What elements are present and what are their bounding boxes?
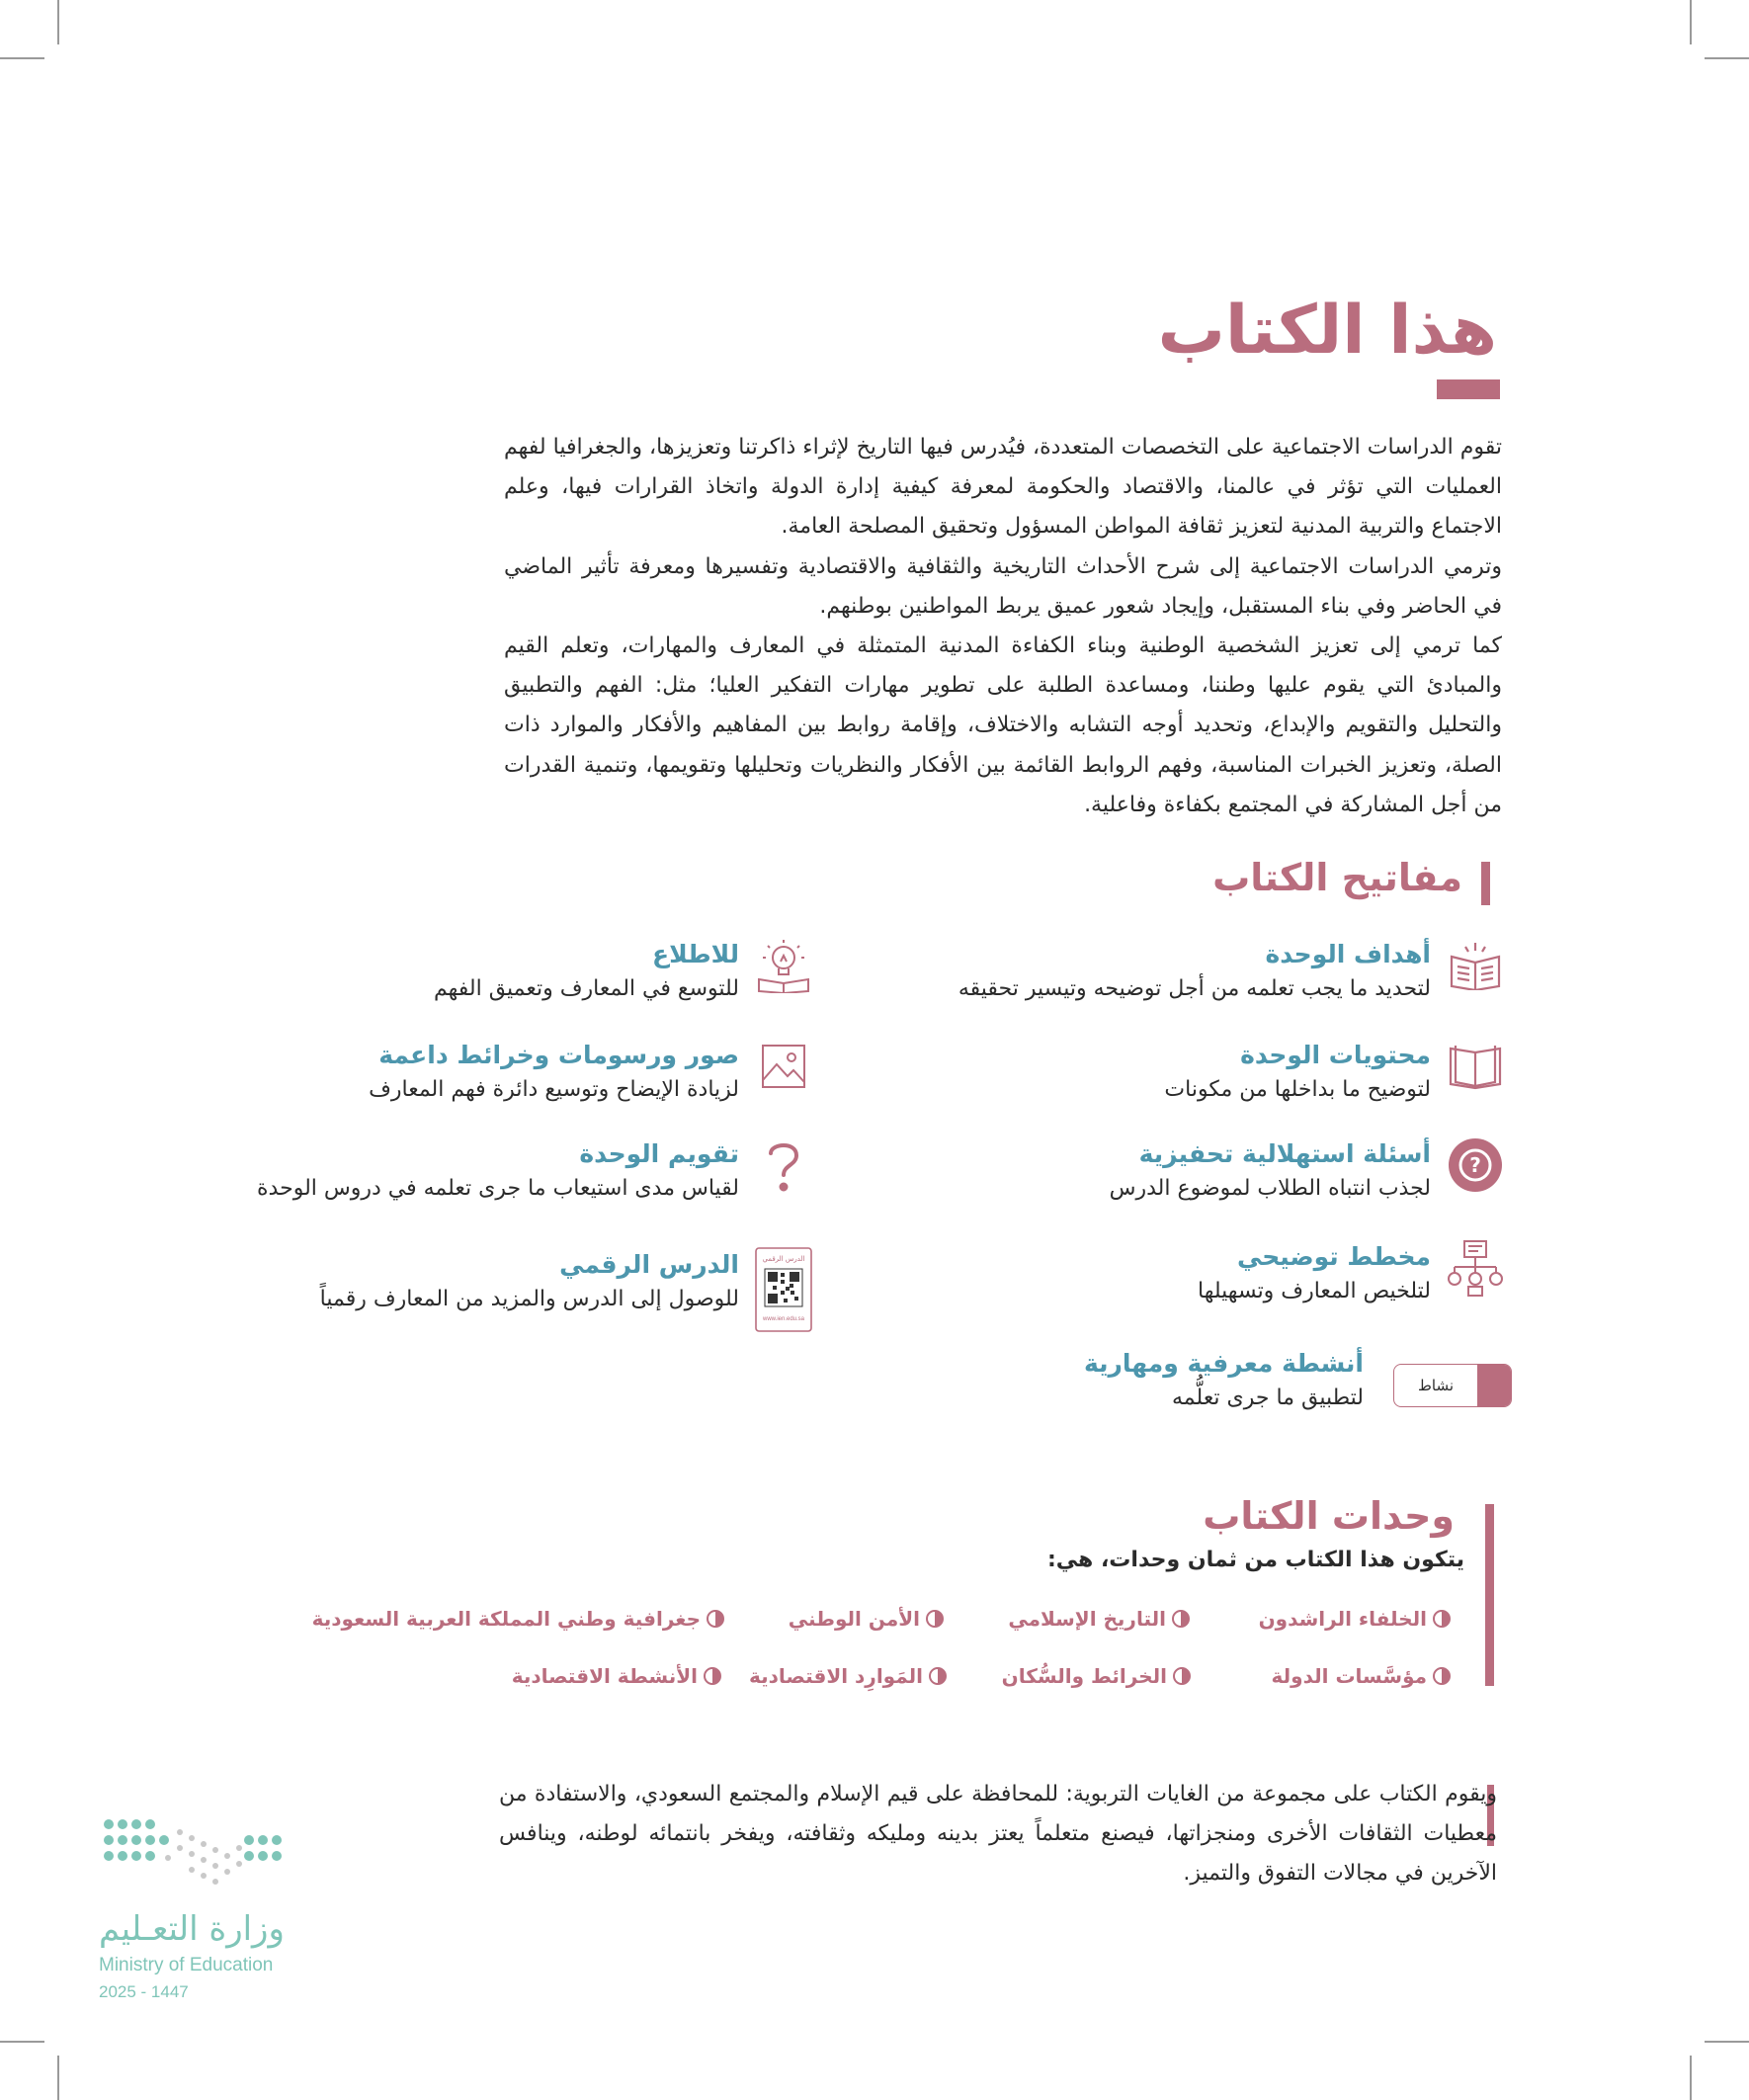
key-digital-lesson bbox=[320, 1247, 812, 1332]
bullet-icon bbox=[929, 1667, 947, 1685]
key-title: الدرس الرقمي bbox=[559, 1250, 739, 1279]
key-unit-assessment bbox=[257, 1136, 812, 1206]
unit-label: جغرافية وطني المملكة العربية السعودية bbox=[311, 1607, 701, 1631]
crop-mark bbox=[1690, 0, 1692, 44]
unit-item bbox=[1259, 1607, 1451, 1631]
units-heading-label: وحدات الكتاب bbox=[1203, 1494, 1455, 1538]
bullet-icon bbox=[704, 1667, 721, 1685]
bullet-icon bbox=[1433, 1667, 1451, 1685]
crop-mark bbox=[1690, 2056, 1692, 2100]
key-description: للوصول إلى الدرس والمزيد من المعارف رقمياً bbox=[319, 1287, 739, 1311]
unit-label: الخلفاء الراشدون bbox=[1258, 1607, 1427, 1631]
key-read-more bbox=[434, 937, 812, 1006]
ministry-logo-icon bbox=[101, 1814, 318, 1903]
closing-paragraph: ويقوم الكتاب على مجموعة من الغايات التربوية: للمحافظة على قيم الإسلام والمجتمع السعودي، والاستفادة من معطيات الثقافات الأخرى ومنجزاتها، فيصنع متعلماً يعتز بدينه ومليكه وثقافته، ويفخر بانتمائه لوطنه، وينافس الآخرين في مجالات التفوق والتميز. bbox=[499, 1782, 1497, 1886]
crop-mark bbox=[1705, 2041, 1749, 2043]
key-title: محتويات الوحدة bbox=[1240, 1041, 1431, 1069]
intro-paragraph: وترمي الدراسات الاجتماعية إلى شرح الأحداث التاريخية والثقافية والاقتصادية وتفسيرها ومعرفة تأثير الماضي في الحاضر وفي بناء المستقبل، وإيجاد شعور عميق يربط المواطنين بوطنهم. bbox=[504, 553, 1502, 619]
key-title: أسئلة استهلالية تحفيزية bbox=[1138, 1139, 1431, 1168]
units-intro: يتكون هذا الكتاب من ثمان وحدات، هي: bbox=[1046, 1548, 1464, 1572]
unit-item bbox=[1002, 1664, 1191, 1688]
key-description: لتلخيص المعارف وتسهيلها bbox=[1198, 1279, 1431, 1303]
key-title: تقويم الوحدة bbox=[579, 1139, 739, 1168]
key-activities bbox=[1084, 1346, 1364, 1415]
title-underline bbox=[1437, 379, 1500, 399]
key-supporting-images bbox=[369, 1038, 812, 1107]
keys-heading-label: مفاتيح الكتاب bbox=[1212, 856, 1462, 899]
key-title: للاطلاع bbox=[652, 940, 739, 968]
crop-mark bbox=[57, 2056, 59, 2100]
unit-item bbox=[512, 1664, 721, 1688]
bullet-icon bbox=[1433, 1610, 1451, 1628]
qr-caption: الدرس الرقمي bbox=[762, 1255, 805, 1263]
unit-label: التاريخ الإسلامي bbox=[1008, 1607, 1166, 1631]
diagram-icon bbox=[1447, 1239, 1504, 1297]
intro-paragraph: كما ترمي إلى تعزيز الشخصية الوطنية وبناء الكفاءة المدنية المتمثلة في المعارف والمهارات، وتعلم القيم والمبادئ التي يقوم عليها وطننا، ومساعدة الطلبة على تطوير مهارات التفكير العليا؛ مثل: الفهم والتطبيق والتحليل والتقويم والإبداع، وتحديد أوجه التشابه والاختلاف، وإقامة روابط بين المفاهيم والأفكار والموارد ذات الصلة، وتعزيز الخبرات المناسبة، وفهم الروابط القائمة بين الأفكار والنظريات وتحليلها وتقويمها، وتنمية القدرات من أجل المشاركة في المجتمع بكفاءة وفاعلية. bbox=[504, 633, 1502, 817]
bullet-icon bbox=[707, 1610, 724, 1628]
crop-mark bbox=[57, 0, 59, 44]
question-badge-icon bbox=[1447, 1136, 1504, 1194]
unit-item bbox=[1272, 1664, 1452, 1688]
crop-mark bbox=[1705, 57, 1749, 59]
unit-label: مؤسَّسات الدولة bbox=[1271, 1664, 1427, 1688]
crop-mark bbox=[0, 2041, 44, 2043]
unit-item bbox=[749, 1664, 947, 1688]
activity-tag-icon bbox=[1393, 1364, 1512, 1407]
unit-label: الأنشطة الاقتصادية bbox=[511, 1664, 698, 1688]
book-target-icon bbox=[1447, 937, 1504, 994]
keys-heading bbox=[1212, 856, 1462, 899]
key-title: أنشطة معرفية ومهارية bbox=[1083, 1349, 1364, 1378]
intro-paragraph: تقوم الدراسات الاجتماعية على التخصصات المتعددة، فيُدرس فيها التاريخ لإثراء ذاكرتنا وتعزيزها، والجغرافيا لفهم العمليات التي تؤثر في عالمنا، والاقتصاد والحكومة لمعرفة كيفية إدارة الدولة واتخاذ القرارات فيها، وعلم الاجتماع والتربية المدنية لتعزيز ثقافة المواطن المسؤول وتحقيق المصلحة العامة. bbox=[504, 435, 1502, 540]
key-title: صور ورسومات وخرائط داعمة bbox=[378, 1041, 739, 1069]
units-side-bar bbox=[1485, 1504, 1494, 1686]
open-book-icon bbox=[1447, 1038, 1504, 1095]
ministry-name-english: Ministry of Education bbox=[99, 1955, 274, 1975]
qr-code-icon bbox=[755, 1247, 812, 1332]
crop-mark bbox=[0, 57, 44, 59]
unit-label: الأمن الوطني bbox=[788, 1607, 920, 1631]
image-icon bbox=[755, 1038, 812, 1095]
unit-label: الخرائط والسُّكان bbox=[1001, 1664, 1167, 1688]
ministry-name-arabic: وزارة التعـليم bbox=[99, 1909, 285, 1949]
key-diagram bbox=[1198, 1239, 1504, 1308]
keys-heading-bar bbox=[1481, 862, 1490, 905]
activity-tag-block bbox=[1477, 1365, 1511, 1406]
key-starter-questions bbox=[1110, 1136, 1504, 1206]
key-unit-contents bbox=[1164, 1038, 1504, 1107]
question-mark-icon bbox=[755, 1136, 812, 1194]
unit-label: المَوارِد الاقتصادية bbox=[748, 1664, 923, 1688]
key-description: لقياس مدى استيعاب ما جرى تعلمه في دروس الوحدة bbox=[257, 1176, 739, 1201]
key-description: لزيادة الإيضاح وتوسيع دائرة فهم المعارف bbox=[369, 1077, 739, 1102]
svg-text:?: ? bbox=[1469, 1153, 1481, 1177]
key-description: لتحديد ما يجب تعلمه من أجل توضيحه وتيسير تحقيقه bbox=[958, 976, 1431, 1001]
unit-item bbox=[312, 1607, 724, 1631]
key-title: أهداف الوحدة bbox=[1265, 940, 1431, 968]
key-description: لجذب انتباه الطلاب لموضوع الدرس bbox=[1109, 1176, 1431, 1201]
key-title: مخطط توضيحي bbox=[1236, 1242, 1431, 1271]
bullet-icon bbox=[1173, 1667, 1191, 1685]
intro-text bbox=[504, 428, 1502, 825]
key-unit-goals bbox=[958, 937, 1504, 1006]
bullet-icon bbox=[1172, 1610, 1190, 1628]
key-description: لتطبيق ما جرى تعلُّمه bbox=[1172, 1386, 1364, 1410]
unit-item bbox=[789, 1607, 944, 1631]
unit-item bbox=[1008, 1607, 1190, 1631]
ministry-year: 2025 - 1447 bbox=[99, 1982, 189, 2001]
lightbulb-book-icon bbox=[755, 937, 812, 994]
bullet-icon bbox=[926, 1610, 944, 1628]
units-heading bbox=[1203, 1494, 1455, 1538]
activity-tag-label: نشاط bbox=[1418, 1377, 1454, 1394]
key-description: لتوضيح ما بداخلها من مكونات bbox=[1164, 1077, 1431, 1102]
page-title: هذا الكتاب bbox=[1157, 292, 1497, 370]
qr-url: www.ien.edu.sa bbox=[762, 1316, 805, 1322]
closing-text bbox=[499, 1775, 1497, 1893]
key-description: للتوسع في المعارف وتعميق الفهم bbox=[433, 976, 739, 1001]
